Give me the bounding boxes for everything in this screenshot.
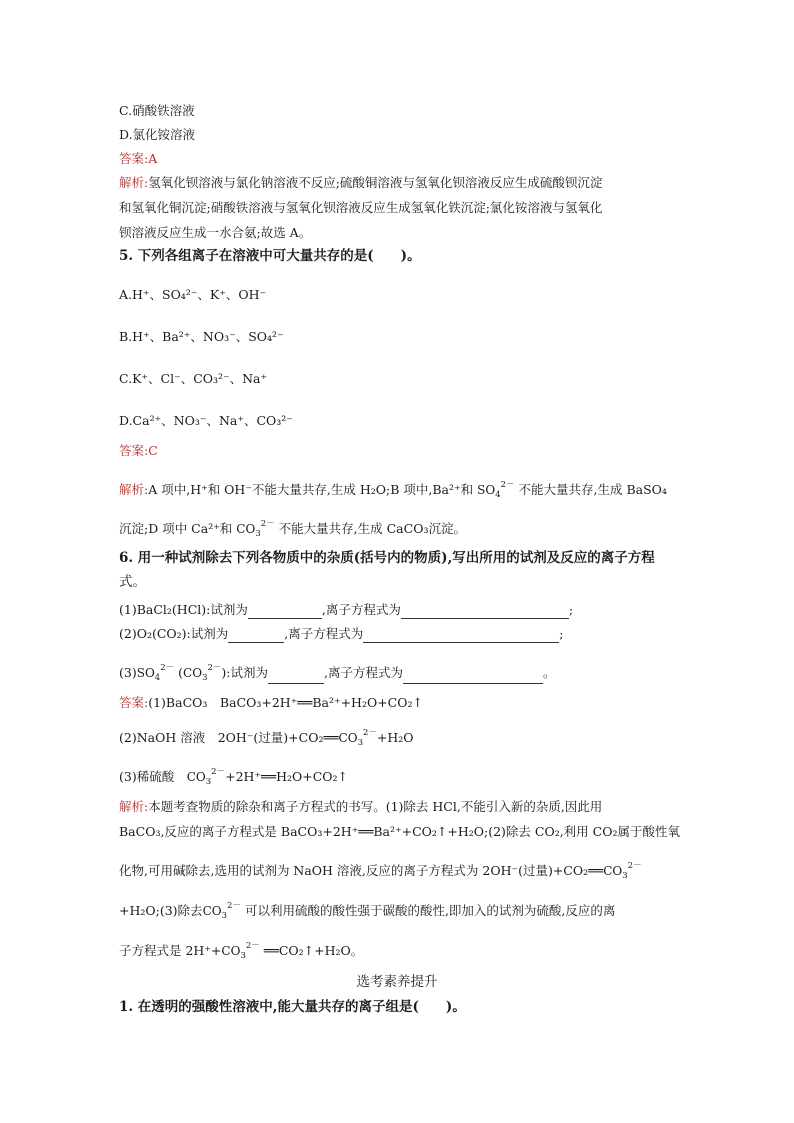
answer-blank[interactable]: [248, 606, 322, 619]
answer-blank[interactable]: [401, 606, 569, 619]
explanation-5-line-1: 解析:A 项中,H⁺和 OH⁻不能大量共存,生成 H₂O;B 项中,Ba²⁺和 $SO_4^{2-}$ 不能大量共存,生成 BaSO₄: [119, 480, 667, 500]
carbonate-ion: $CO_3^{2-}$: [183, 663, 222, 683]
carbonate-ion: $CO_3^{2-}$: [603, 861, 642, 881]
explanation-6-line: +H₂O;(3)除去$CO_3^{2-}$ 可以利用硫酸的酸性强于碳酸的酸性,即加入的试剂为硫酸,反应的离: [119, 901, 616, 921]
answer-6-part-3: (3)稀硫酸 $CO_3^{2-}+2H^+══H_2O+CO_2↑$: [119, 767, 349, 787]
question-6: 6. 用一种试剂除去下列各物质中的杂质(括号内的物质),写出所用的试剂及反应的离子方程: [119, 550, 655, 566]
q5-option-b: B.H⁺、Ba²⁺、NO₃⁻、SO₄²⁻: [119, 329, 284, 344]
answer-blank[interactable]: [268, 671, 324, 684]
explanation-label: 解析:: [119, 799, 149, 814]
explanation-line: 解析:氢氧化钡溶液与氯化钠溶液不反应;硫酸铜溶液与氢氧化钡溶液反应生成硫酸钡沉淀: [119, 175, 603, 190]
explanation-5-line-2: 沉淀;D 项中 Ca²⁺和 $CO_3^{2-}$ 不能大量共存,生成 CaCO₃沉淀。: [119, 519, 466, 539]
option-c: C.硝酸铁溶液: [119, 103, 195, 118]
q6-part-3: $(3)SO_4^{2-}$ $(CO_3^{2-})$:试剂为 ,离子方程式为 。: [119, 663, 556, 683]
carbonate-ion: $CO_3^{2-}$: [221, 941, 260, 961]
explanation-6-line: 解析:本题考查物质的除杂和离子方程式的书写。(1)除去 HCl,不能引入新的杂质,因此用: [119, 799, 603, 814]
question-5: 5. 下列各组离子在溶液中可大量共存的是( )。: [119, 248, 421, 264]
carbonate-ion: $CO_3^{2-}$: [186, 767, 226, 787]
answer-blank[interactable]: [228, 630, 284, 643]
carbonate-ion: $CO_3^{2-}$: [202, 901, 241, 921]
explanation-6-line: BaCO₃,反应的离子方程式是 BaCO₃+2H⁺══Ba²⁺+CO₂↑+H₂O;(2)除去 CO₂,利用 CO₂属于酸性氧: [119, 824, 680, 839]
sulfate-ion: $SO_4^{2-}$: [136, 663, 175, 683]
explanation-label: 解析:: [119, 175, 149, 190]
explanation-line: 钡溶液反应生成一水合氨;故选 A。: [119, 225, 312, 240]
sulfate-ion: $SO_4^{2-}$: [477, 480, 515, 500]
q5-option-c: C.K⁺、Cl⁻、CO₃²⁻、Na⁺: [119, 371, 268, 386]
explanation-6-line: 化物,可用碱除去,选用的试剂为 NaOH 溶液,反应的离子方程式为 2OH⁻(过量)$+CO_2══CO_3^{2-}$: [119, 861, 642, 881]
answer-label: 答案:A: [119, 151, 158, 166]
answer-blank[interactable]: [403, 671, 543, 684]
q6-part-1: (1)BaCl₂(HCl):试剂为 ,离子方程式为 ;: [119, 602, 574, 617]
explanation-6-line: 子方程式是 $2H^++CO_3^{2-}$ ══CO₂↑+H₂O。: [119, 941, 364, 961]
explanation-line: 和氢氧化铜沉淀;硝酸铁溶液与氢氧化钡溶液反应生成氢氧化铁沉淀;氯化铵溶液与氢氧化: [119, 200, 603, 215]
answer-6-part-2: (2)NaOH 溶液 2OH⁻(过量)$+CO_2══CO_3^{2-}+H_2O$: [119, 728, 414, 748]
section-heading: 选考素养提升: [356, 974, 438, 990]
carbonate-ion: $CO_3^{2-}$: [236, 519, 275, 539]
answer-6-part-1: 答案:(1)BaCO₃ BaCO₃+2H⁺══Ba²⁺+H₂O+CO₂↑: [119, 695, 423, 710]
carbonate-ion: $CO_3^{2-}$: [338, 728, 377, 748]
question-6-cont: 式。: [119, 574, 146, 590]
answer-blank[interactable]: [363, 630, 559, 643]
q6-part-2: (2)O₂(CO₂):试剂为 ,离子方程式为 ;: [119, 626, 564, 641]
answer-5: 答案:C: [119, 443, 158, 458]
q5-option-a: A.H⁺、SO₄²⁻、K⁺、OH⁻: [119, 287, 267, 302]
explanation-label: 解析:: [119, 482, 149, 497]
q5-option-d: D.Ca²⁺、NO₃⁻、Na⁺、CO₃²⁻: [119, 413, 293, 428]
option-d: D.氯化铵溶液: [119, 127, 196, 142]
question-1: 1. 在透明的强酸性溶液中,能大量共存的离子组是( )。: [119, 999, 466, 1015]
